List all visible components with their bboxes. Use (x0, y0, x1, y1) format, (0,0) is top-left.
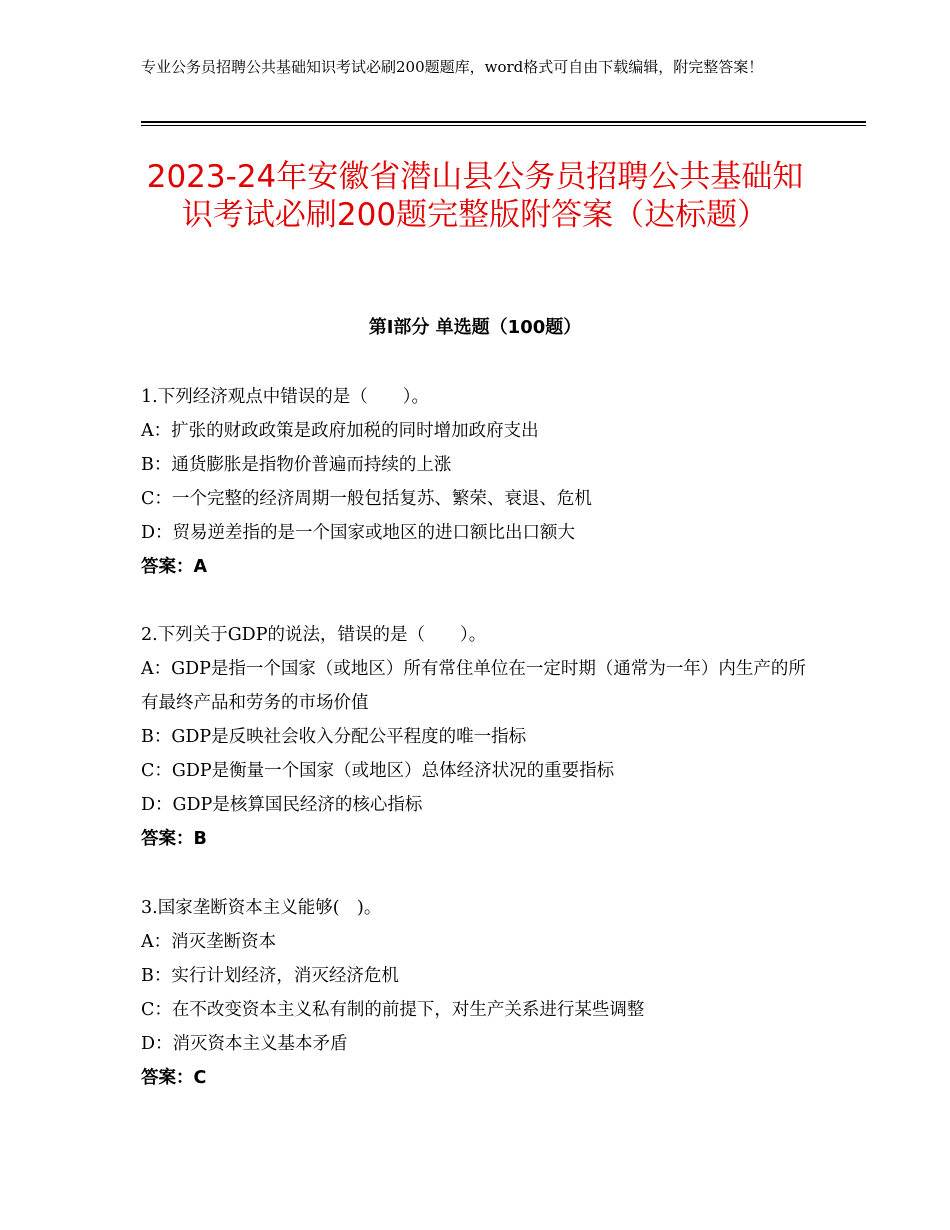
option-c: C：一个完整的经济周期一般包括复苏、繁荣、衰退、危机 (141, 489, 592, 509)
option-d: D：GDP是核算国民经济的核心指标 (141, 795, 423, 815)
question-stem: 2.下列关于GDP的说法，错误的是（ ）。 (141, 625, 487, 645)
option-a: A：GDP是指一个国家（或地区）所有常住单位在一定时期（通常为一年）内生产的所有最终产品和劳务的市场价值 (141, 659, 806, 713)
question-2 (141, 618, 811, 856)
header-rule-thick (141, 121, 866, 123)
question-stem: 1.下列经济观点中错误的是（ ）。 (141, 387, 429, 407)
option-d: D：消灭资本主义基本矛盾 (141, 1034, 348, 1054)
header-note: 专业公务员招聘公共基础知识考试必刷200题题库，word格式可自由下载编辑，附完整答案！ (141, 58, 764, 76)
option-b: B：GDP是反映社会收入分配公平程度的唯一指标 (141, 727, 527, 747)
question-3 (141, 891, 811, 1095)
option-a: A：消灭垄断资本 (141, 932, 277, 952)
answer: 答案：B (141, 829, 207, 849)
option-d: D：贸易逆差指的是一个国家或地区的进口额比出口额大 (141, 523, 576, 543)
option-c: C：GDP是衡量一个国家（或地区）总体经济状况的重要指标 (141, 761, 615, 781)
option-b: B：通货膨胀是指物价普遍而持续的上涨 (141, 455, 452, 475)
question-1 (141, 380, 811, 584)
option-a: A：扩张的财政政策是政府加税的同时增加政府支出 (141, 421, 539, 441)
section-heading: 第Ⅰ部分 单选题（100题） (368, 317, 582, 338)
document-title: 2023-24年安徽省潜山县公务员招聘公共基础知识考试必刷200题完整版附答案（达标题） (146, 159, 804, 233)
option-b: B：实行计划经济，消灭经济危机 (141, 966, 399, 986)
answer: 答案：A (141, 557, 208, 577)
question-stem: 3.国家垄断资本主义能够( )。 (141, 898, 382, 918)
header-rule-thin (141, 125, 866, 126)
answer: 答案：C (141, 1068, 207, 1088)
option-c: C：在不改变资本主义私有制的前提下，对生产关系进行某些调整 (141, 1000, 645, 1020)
